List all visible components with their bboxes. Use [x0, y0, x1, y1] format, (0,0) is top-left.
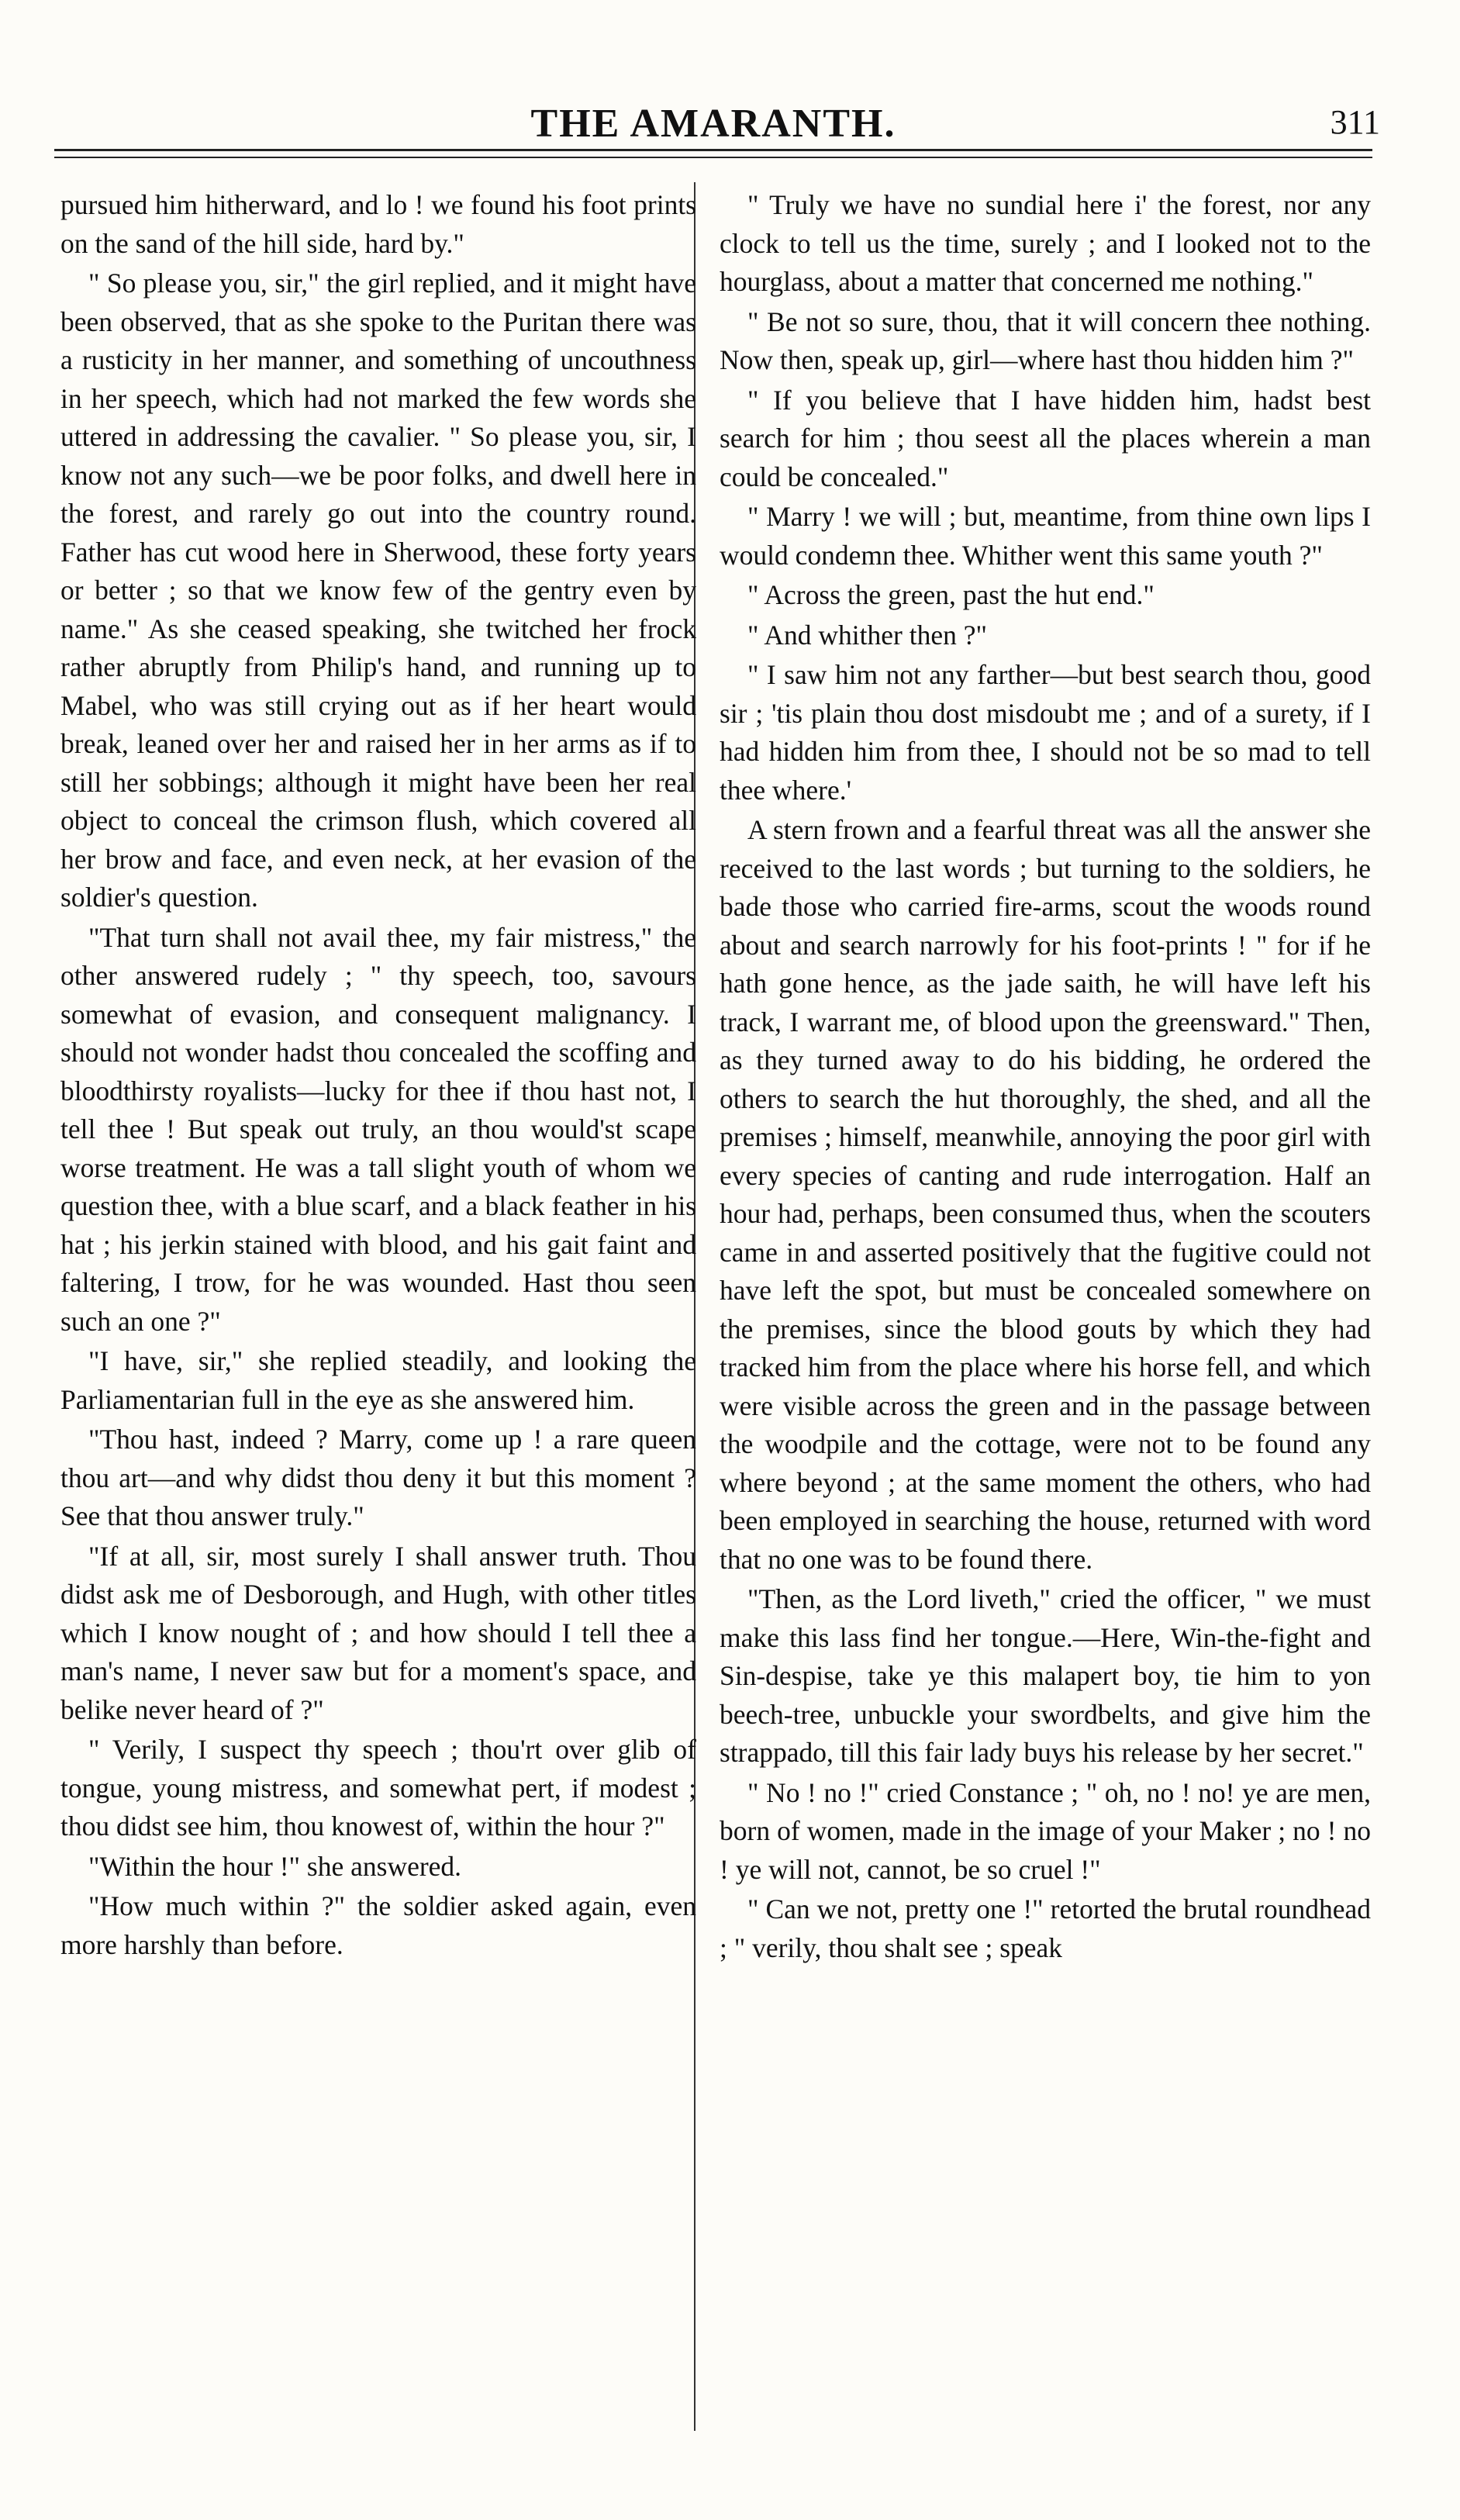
paragraph: " Marry ! we will ; but, meantime, from thine own lips I would condemn thee. Whither went this same youth ?" — [720, 501, 1371, 571]
paragraph: "If at all, sir, most surely I shall answer truth. Thou didst ask me of Desborough, and Hugh, with other titles which I know nought of ; and how should I tell thee a man's name, I never saw but for a moment's space, and belike never heard of ?" — [60, 1540, 696, 1725]
page-number: 311 — [1330, 103, 1380, 141]
header-rule — [54, 149, 1372, 151]
paragraph: "Within the hour !" she answered. — [88, 1850, 462, 1882]
paragraph: "Thou hast, indeed ? Marry, come up ! a rare queen thou art—and why didst thou deny it but this moment ? See that thou answer truly." — [60, 1424, 696, 1531]
header-rule-thin — [54, 157, 1372, 158]
paragraph: "Then, as the Lord liveth," cried the officer, " we must make this lass find her tongue.—Here, Win-the-fight and Sin-despise, take ye this malapert boy, tie him to yon beech-tree, unbuckle your swordbelts, and give him the strappado, till this fair lady buys his release by her secret." — [720, 1583, 1371, 1768]
paragraph: " If you believe that I have hidden him, hadst best search for him ; thou seest all the places wherein a man could be concealed." — [720, 384, 1371, 492]
paragraph: " Across the green, past the hut end." — [747, 579, 1155, 610]
paragraph: "I have, sir," she replied steadily, and looking the Parliamentarian full in the eye as she answered him. — [60, 1345, 696, 1415]
paragraph: " I saw him not any farther—but best search thou, good sir ; 'tis plain thou dost misdoubt me ; and of a surety, if I had hidden him from thee, I should not be so mad to tell thee where.' — [720, 659, 1371, 806]
paragraph: " Be not so sure, thou, that it will concern thee nothing. Now then, speak up, girl—where hast thou hidden him ?" — [720, 306, 1371, 375]
paragraph: " Verily, I suspect thy speech ; thou'rt over glib of tongue, young mistress, and somewhat pert, if modest ; thou didst see him, thou knowest of, within the hour ?" — [60, 1734, 696, 1842]
paragraph: A stern frown and a fearful threat was all the answer she received to the last words ; but turning to the soldiers, he bade those who carried fire-arms, scout the woods round about and search narrowly for his foot-prints ! " for if he hath gone hence, as the jade saith, he will have left his track, I warrant me, of blood upon the greensward." Then, as they turned away to do his bidding, he ordered the others to search the hut thoroughly, the shed, and all the premises ; himself, meanwhile, annoying the poor girl with every species of canting and rude interrogation. Half an hour had, perhaps, been consumed thus, when the scouters came in and asserted positively that the fugitive could not have left the spot, but must be concealed somewhere on the premises, since the blood gouts by which they had tracked him from the place where his horse fell, and which were visible across the green and in the passage between the woodpile and the cottage, were not to be found any where beyond ; at the same moment the others, who had been employed in searching the house, returned with word that no one was to be found there. — [720, 814, 1372, 1575]
paragraph: " Can we not, pretty one !" retorted the brutal roundhead ; " verily, thou shalt see ; speak — [720, 1893, 1371, 1963]
paragraph: " No ! no !" cried Constance ; " oh, no ! no! ye are men, born of women, made in the image of your Maker ; no ! no ! ye will not, cannot, be so cruel !" — [720, 1776, 1371, 1885]
left-column — [60, 186, 696, 1966]
paragraph: pursued him hitherward, and lo ! we found his foot prints on the sand of the hill side, hard by." — [60, 189, 696, 259]
paragraph: "That turn shall not avail thee, my fair mistress," the other answered rudely ; " thy speech, too, savours somewhat of evasion, and consequent malignancy. I should not wonder hadst thou concealed the scoffing and bloodthirsty royalists—lucky for thee if thou hast not, I tell thee ! But speak out truly, an thou would'st scape worse treatment. He was a tall slight youth of whom we question thee, with a blue scarf, and a black feather in his hat ; his jerkin stained with blood, and his gait faint and faltering, I trow, for he was wounded. Hast thou seen such an one ?" — [60, 921, 696, 1337]
paragraph: " Truly we have no sundial here i' the forest, nor any clock to tell us the time, surely ; and I looked not to the hourglass, about a matter that concerned me nothing." — [720, 189, 1371, 297]
paragraph: "How much within ?" the soldier asked again, even more harshly than before. — [60, 1890, 696, 1960]
right-column — [720, 186, 1371, 1969]
page-header — [47, 101, 1380, 163]
paragraph: " So please you, sir," the girl replied, and it might have been observed, that as she spoke to the Puritan there was a rusticity in her manner, and something of uncouthness in her speech, which had not marked the few words she uttered in addressing the cavalier. " So please you, sir, I know not any such—we be poor folks, and dwell here in the forest, and rarely go out into the country round. Father has cut wood here in Sherwood, these forty years or better ; so that we know few of the gentry even by name." As she ceased speaking, she twitched her frock rather abruptly from Philip's hand, and running up to Mabel, who was still crying out as if her heart would break, leaned over her and raised her in her arms as if to still her sobbings; although it might have been her real object to conceal the crimson flush, which covered all her brow and face, and even neck, at her evasion of the soldier's question. — [60, 268, 696, 913]
paragraph: " And whither then ?" — [747, 619, 987, 651]
running-title: THE AMARANTH. — [530, 102, 896, 146]
